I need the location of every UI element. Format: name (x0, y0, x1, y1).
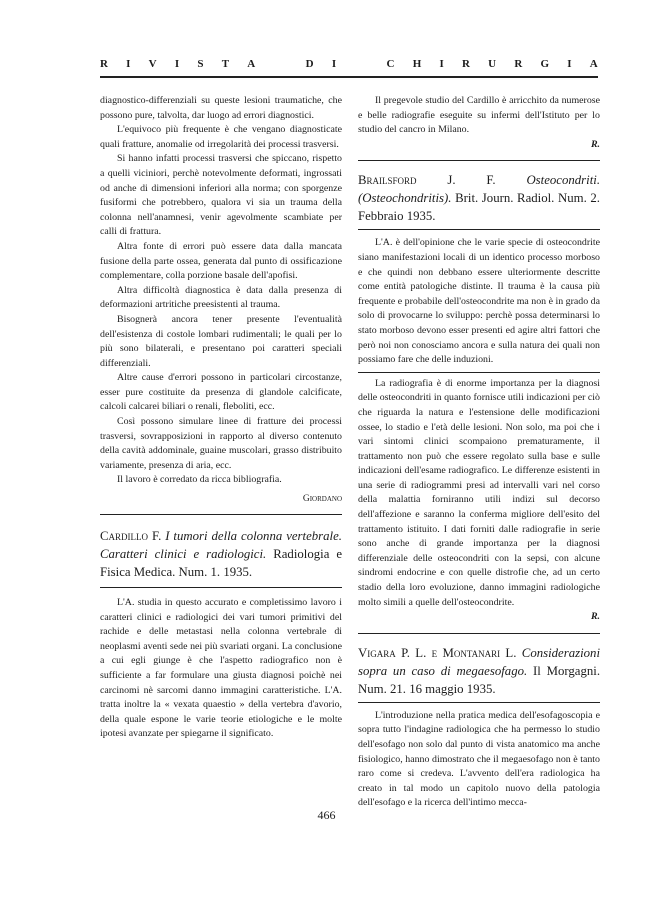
abstract-paragraph: L'A. è dell'opinione che le varie specie di osteocondrite siano manifestazioni locali di un identico processo morboso e che quindi non debbano essere ulteriormente descritte come entità patologiche distinte. Il trauma è la causa più frequente e probabile dell'osteocondrite ma non è in grado da solo di provocarne lo sviluppo: perchè possa determinarsi lo stato morboso devono esser presenti ed agire altri fattori che però noi non conosciamo ancora e sulla natura dei quali non possiamo fare che delle induzioni. (358, 237, 600, 366)
section-rule (358, 633, 600, 634)
running-head-letter: I (126, 58, 131, 70)
left-paragraph: Il lavoro è corredato da ricca bibliografia. (117, 474, 282, 486)
running-head-space (273, 58, 287, 70)
reference-rule (100, 587, 342, 588)
abstract-paragraph: La radiografia è di enorme importanza per la diagnosi delle osteocondriti in quanto fornisce utili indicazioni per ciò che riguarda la natura e l'estensione delle modificazioni ossee, lo stadio e l'età delle lesioni. Non solo, ma poi che i vari sintomi clinici scompaiono prematuramente, il trattamento non può che essere regolato sulla base e sulle indicazioni dell'esame radiografico. Le differenze esistenti in una serie di radiogrammi presi ad intervalli vari nel corso della malattia forniranno utili indizi sul decorso dell'affezione e saranno la conferma migliore dell'esito del trattamento istituito. I dati forniti dalle radiografie in serie sono anche di grande importanza per la diagnosi differenziale delle osteocondriti con la sepsi, con alcune sindromi endocrine e con quelle distrofie che, ad un certo stadio della loro evoluzione, danno immagini radiologiche molto simili a quelle dell'osteocondrite. (358, 377, 600, 608)
left-paragraph: Bisognerà ancora tener presente l'eventualità dell'esistenza di costole lombari rudimentali; le quali per lo più sono bilaterali, e presentano poi caratteri speciali differenziali. (100, 313, 342, 369)
running-head-letter: A (247, 58, 256, 70)
section-rule (100, 514, 342, 515)
running-head-letter: I (174, 58, 180, 70)
running-head-letter: I (439, 58, 444, 70)
right-column (358, 94, 600, 811)
reference-rule (358, 229, 600, 230)
left-paragraph: Così possono simulare linee di fratture dei processi trasversi, sovrapposizioni in rapporto al diverso contenuto della cavità addominale, guaine muscolari, grasso distribuito variamente, presenza di aria, ecc. (100, 416, 342, 471)
running-head-letter: R (514, 58, 523, 70)
left-paragraph: diagnostico-differenziali su queste lesioni traumatiche, che possono pure, talvolta, dar luogo ad errori diagnostici. (100, 95, 342, 121)
running-head-letter: V (148, 58, 157, 70)
reference-title: I tumori della colonna vertebrale. Caratteri clinici e radiologici. (100, 529, 342, 562)
abstract-paragraph: L'A. studia in questo accurato e completissimo lavoro i caratteri clinici e radiologici dei vari tumori primitivi del rachide e delle metastasi nella colonna vertebrale di neoplasmi aventi sede nei più svariati organi. La conclusione a cui egli giunge è che l'aspetto radiografico non è sufficiente a far formulare una giusta diagnosi poichè nei carcinomi nè sarcomi danno immagini caratteristiche. L'A. tratta inoltre la « vexata quaestio » della vertebra d'avorio, della quale espone le varie teorie etiologiche e le molte ipotesi avanzate per spiegarne il significato. (100, 597, 342, 740)
running-head-letter: U (488, 58, 497, 70)
running-head-letter: D (305, 58, 314, 70)
reference-source: Radiologia e Fisica Medica. Num. 1. 1935. (100, 547, 343, 580)
left-column (100, 94, 342, 742)
running-head-letter: I (331, 58, 337, 70)
left-paragraph: Si hanno infatti processi trasversi che spiccano, rispetto a quelli viciniori, perchè notevolmente deformati, ingrossati od anche di dimensioni inferiori alla norma; con sporgenze fusiformi che potrebbero, qualora vi sia un trauma della colonna nell'anamnesi, venir agevolmente scambiate per calli di frattura. (100, 153, 342, 238)
left-paragraph: Altre cause d'errori possono in particolari circostanze, esser pure costituite da presenza di glandole calcificate, calcoli calcarei biliari o renali, fleboliti, ecc. (100, 372, 342, 413)
left-paragraph: L'equivoco più frequente è che vengano diagnosticate quali fratture, anomalie od irregolarità dei processi trasversi. (100, 124, 342, 150)
signature-r: R. (590, 138, 600, 150)
running-head-letter: G (540, 58, 550, 70)
paragraph-rule (358, 372, 600, 373)
running-head-letter: R (461, 58, 470, 70)
page-number: 466 (317, 808, 336, 822)
reference-title: Osteocondriti. (Osteochondritis). (358, 173, 601, 206)
running-head-letter: R (100, 58, 108, 70)
abstract-paragraph: L'introduzione nella pratica medica dell'esofagoscopia e sopra tutto l'indagine radiologica che ha permesso lo studio dell'esofago non solo dal punto di vista anatomico ma anche fisiologico, hanno dimostrato che il megaesofago non è tanto raro come si credeva. L'avvento dell'era radiologica ha creato in tal modo un capitolo nuovo della patologia dell'esofago e la ricerca dell'intimo mecca- (358, 709, 600, 809)
reference-cardillo (100, 527, 342, 581)
reference-brailsford (358, 171, 600, 225)
reference-source: Brit. Journ. Radiol. Num. 2. Febbraio 1935. (358, 191, 600, 224)
right-paragraph: Il pregevole studio del Cardillo è arricchito da numerose e belle radiografie eseguite su infermi dell'Istituto per lo studio del cancro in Milano. (358, 95, 600, 136)
reference-author: Vigara P. L. e Montanari L. (358, 645, 517, 660)
running-head-letter: T (221, 58, 230, 70)
running-head-letter: A (589, 58, 598, 70)
running-head-letter: H (412, 58, 422, 70)
left-paragraph: Altra difficoltà diagnostica è data dalla presenza di deformazioni artritiche preesistenti al trauma. (100, 284, 342, 311)
reference-author: Cardillo F. (100, 529, 162, 544)
signature-r: R. (590, 611, 600, 623)
running-head (100, 58, 598, 70)
section-rule (358, 160, 600, 161)
header-rule (100, 76, 598, 78)
left-paragraph: Altra fonte di errori può essere data dalla mancata fusione della parte ossea, generata dal punto di ossificazione complementare, colla porzione basale dell'apofisi. (100, 240, 342, 282)
running-head-letter: C (386, 58, 395, 70)
signature-giordano: Giordano (302, 494, 342, 505)
reference-source: Il Morgagni. Num. 21. 16 maggio 1935. (358, 663, 601, 696)
reference-title: Considerazioni sopra un caso di megaesofago. (358, 645, 600, 678)
reference-rule (358, 702, 600, 703)
running-head-letter: S (197, 58, 204, 70)
running-head-letter: I (567, 58, 572, 70)
running-head-space (354, 58, 368, 70)
reference-vigara (358, 644, 600, 698)
reference-author: Brailsford J. F. (358, 173, 496, 188)
